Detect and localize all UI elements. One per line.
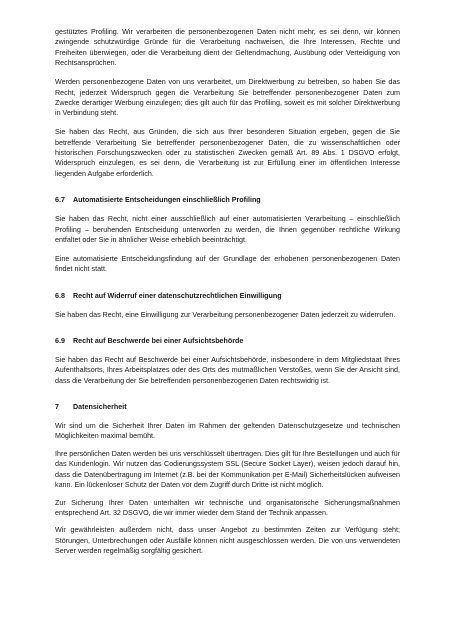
section-paragraph: Zur Sicherung Ihrer Daten unterhalten wir technische und organisatorische Sicherungsmaßnahmen entsprechend Art. 32 DSGVO, die wir immer wieder dem Stand der Technik anpassen. (55, 498, 400, 517)
section-heading-6-7 (55, 195, 400, 205)
section-paragraph: Eine automatisierte Entscheidungsfindung auf der Grundlage der erhobenen personenbezogenen Daten findet nicht statt. (55, 254, 400, 274)
section-paragraph: Ihre persönlichen Daten werden bei uns verschlüsselt übertragen. Dies gilt für Ihre Bestellungen und auch für das Kundenlogin. Wir nutzen das Codierungssystem SSL (Secure Socket Layer), weisen jedoch darauf hin, dass die Datenübertragung im Internet (z.B. bei der Kommunikation per E-Mail) Sicherheitslücken aufweisen kann. Ein lückenloser Schutz der Daten vor dem Zugriff durch Dritte ist nicht möglich. (55, 449, 400, 490)
paragraph-profiling-continuation: gestütztes Profiling. Wir verarbeiten die personenbezogenen Daten nicht mehr, es sei denn, wir können zwingende schutzwürdige Gründe für die Verarbeitung nachweisen, die Ihre Interessen, Rechte und Freiheiten überwiegen, oder die Verarbeitung dient der Geltendmachung, Ausübung oder Verteidigung von Rechtsansprüchen. (55, 28, 400, 68)
section-paragraph: Wir sind um die Sicherheit Ihrer Daten im Rahmen der geltenden Datenschutzgesetze und technischen Möglichkeiten maximal bemüht. (55, 422, 400, 441)
section-title: Automatisierte Entscheidungen einschließlich Profiling (73, 196, 261, 205)
section-heading-6-9 (55, 336, 400, 346)
section-paragraph: Sie haben das Recht, nicht einer ausschließlich auf einer automatisierten Verarbeitung – einschließlich Profiling – beruhenden Entscheidung unterworfen zu werden, die Ihnen gegenüber rechtliche Wirkung entfaltet oder Sie in ähnlicher Weise erheblich beeinträchtigt. (55, 215, 400, 244)
section-heading-7 (55, 402, 400, 412)
section-number: 6.7 (55, 196, 65, 205)
section-number: 6.9 (55, 337, 65, 346)
section-title: Recht auf Beschwerde bei einer Aufsichtsbehörde (73, 337, 244, 346)
section-paragraph: Sie haben das Recht, eine Einwilligung zur Verarbeitung personenbezogener Daten jederzeit zu widerrufen. (55, 310, 396, 319)
paragraph-research-objection: Sie haben das Recht, aus Gründen, die sich aus Ihrer besonderen Situation ergeben, gegen die Sie betreffende Verarbeitung Sie betreffender personenbezogener Daten, die zu wissenschaftlichen oder historischen Forschungszwecken oder zu statistischen Zwecken gemäß Art. 89 Abs. 1 DSGVO erfolgt, Widerspruch einzulegen, es sei denn, die Verarbeitung ist zur Erfüllung einer im öffentlichen Interesse liegenden Aufgabe erforderlich. (55, 128, 400, 178)
section-number: 6.8 (55, 291, 65, 300)
section-title: Recht auf Widerruf einer datenschutzrechtlichen Einwilligung (73, 291, 282, 300)
section-paragraph: Wir gewährleisten außerdem nicht, dass unser Angebot zu bestimmten Zeiten zur Verfügung steht; Störungen, Unterbrechungen oder Ausfälle können nicht ausgeschlossen werden. Die von uns verwendeten Server werden regelmäßig sorgfältig gesichert. (55, 526, 400, 556)
section-title: Datensicherheit (73, 403, 127, 412)
document-page (55, 27, 400, 564)
section-heading-6-8 (55, 291, 400, 301)
section-number: 7 (55, 403, 59, 412)
paragraph-direct-marketing: Werden personenbezogene Daten von uns verarbeitet, um Direktwerbung zu betreiben, so haben Sie das Recht, jederzeit Widerspruch gegen die Verarbeitung Sie betreffender personenbezogener Daten zum Zwecke derartiger Werbung einzulegen; dies gilt auch für das Profiling, soweit es mit solcher Direktwerbung in Verbindung steht. (55, 78, 400, 118)
section-paragraph: Sie haben das Recht auf Beschwerde bei einer Aufsichtsbehörde, insbesondere in dem Mitgliedstaat Ihres Aufenthaltsorts, Ihres Arbeitsplatzes oder des Orts des mutmaßlichen Verstoßes, wenn Sie der Ansicht sind, dass die Verarbeitung der Sie betreffenden personenbezogenen Daten rechtswidrig ist. (55, 355, 400, 385)
